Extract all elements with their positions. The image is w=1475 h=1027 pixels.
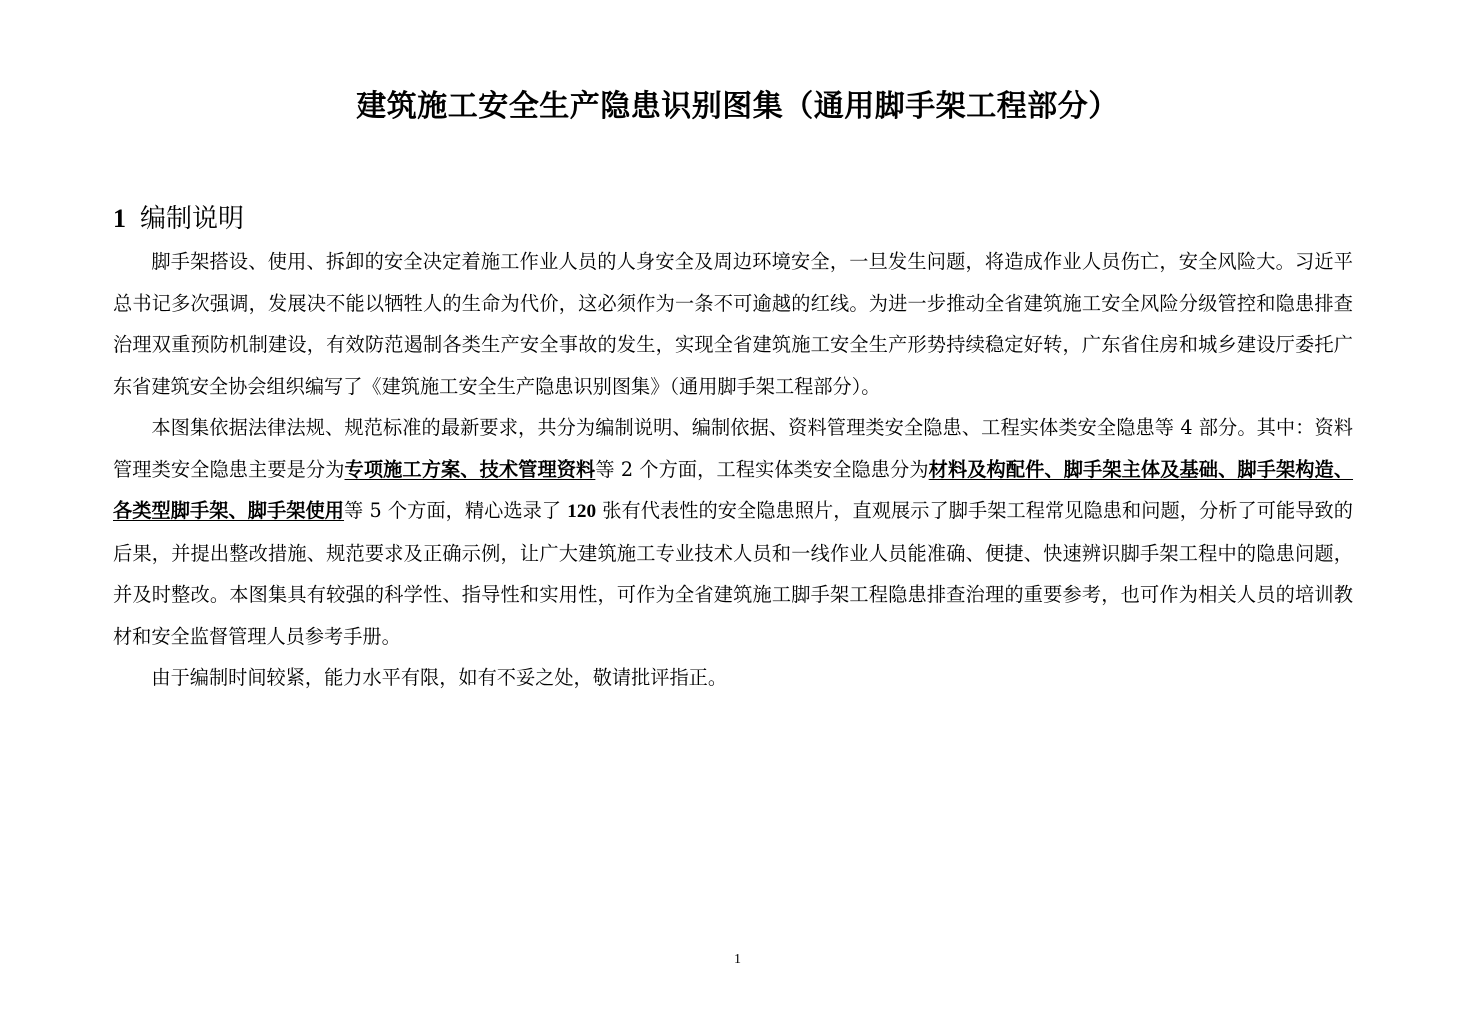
section-title: 编制说明 [140, 204, 245, 234]
underlined-category-docs: 专项施工方案、技术管理资料 [344, 457, 596, 481]
paragraph-structure [113, 407, 1353, 657]
section-number: 1 [113, 204, 126, 233]
section-heading [113, 199, 244, 239]
paragraph-intro: 脚手架搭设、使用、拆卸的安全决定着施工作业人员的人身安全及周边环境安全，一旦发生问题，将造成作业人员伤亡，安全风险大。习近平总书记多次强调，发展决不能以牺牲人的生命为代价，这必须作为一条不可逾越的红线。为进一步推动全省建筑施工安全风险分级管控和隐患排查治理双重预防机制建设，有效防范遏制各类生产安全事故的发生，实现全省建筑施工安全生产形势持续稳定好转，广东省住房和城乡建设厅委托广东省建筑安全协会组织编写了《建筑施工安全生产隐患识别图集》（通用脚手架工程部分）。 [113, 250, 1353, 398]
underlined-category-physical: 材料及构配件、脚手架主体及基础、脚手架构造、各类型脚手架、脚手架使用 [113, 457, 1354, 522]
paragraph-text: 张有代表性的安全隐患照片，直观展示了脚手架工程常见隐患和问题，分析了可能导致的后果，并提出整改措施、规范要求及正确示例，让广大建筑施工专业技术人员和一线作业人员能准确、便捷、快速辨识脚手架工程中的隐患问题，并及时整改。本图集具有较强的科学性、指导性和实用性，可作为全省建筑施工脚手架工程隐患排查治理的重要参考，也可作为相关人员的培训教材和安全监督管理人员参考手册。 [113, 499, 1353, 648]
paragraph-text: 本图集依据法律法规、规范标准的最新要求，共分为编制说明、编制依据、资料管理类安全隐患、工程实体类安全隐患等 4 部分。其中：资料管理类安全隐患主要是分为 [113, 416, 1353, 481]
paragraph-text: 等 2 个方面，工程实体类安全隐患分为 [595, 457, 929, 481]
paragraph-closing: 由于编制时间较紧，能力水平有限，如有不妥之处，敬请批评指正。 [151, 666, 728, 689]
paragraph-text: 等 5 个方面，精心选录了 [344, 499, 568, 522]
document-body [113, 241, 1353, 699]
page-number: 1 [734, 952, 741, 967]
photo-count: 120 [567, 501, 597, 522]
document-title: 建筑施工安全生产隐患识别图集（通用脚手架工程部分） [356, 89, 1119, 124]
